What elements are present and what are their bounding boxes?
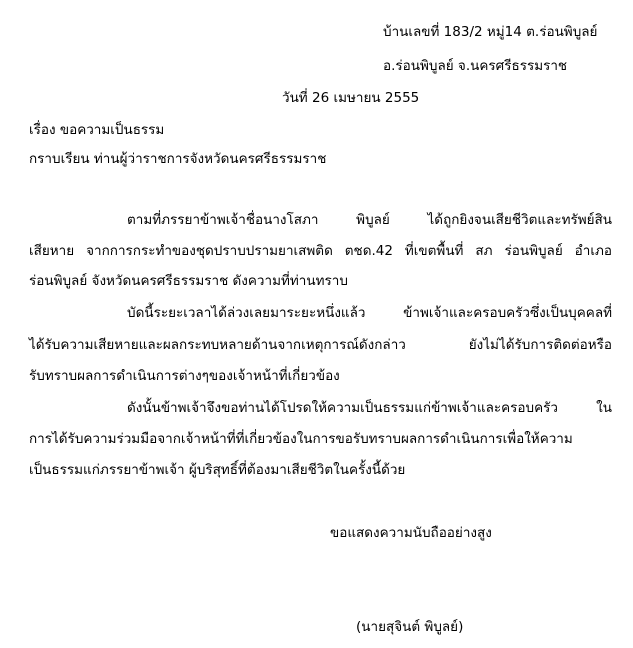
closing-phrase: ขอแสดงความนับถืออย่างสูง — [330, 525, 492, 541]
letter-subject: เรื่อง ขอความเป็นธรรม — [29, 122, 165, 138]
signature-name: (นายสุจินต์ พิบูลย์) — [356, 619, 464, 635]
paragraph-line: เป็นธรรมแก่ภรรยาข้าพเจ้า ผู้บริสุทธิ์ที่ต้องมาเสียชีวิตในครั้งนี้ด้วย — [29, 462, 406, 478]
paragraph-line: ดังนั้นข้าพเจ้าจึงขอท่านได้โปรดให้ความเป็นธรรมแก่ข้าพเจ้าและครอบครัว ใน — [127, 400, 612, 416]
paragraph-line: การได้รับความร่วมมือจากเจ้าหน้าที่ที่เกี่ยวข้องในการขอรับทราบผลการดำเนินการเพื่อให้ความ — [29, 431, 573, 447]
sender-address-line-2: อ.ร่อนพิบูลย์ จ.นครศรีธรรมราช — [383, 58, 568, 74]
letter-salutation: กราบเรียน ท่านผู้ว่าราชการจังหวัดนครศรีธรรมราช — [29, 151, 327, 167]
letter-date: วันที่ 26 เมษายน 2555 — [282, 90, 420, 106]
sender-address-line-1: บ้านเลขที่ 183/2 หมู่14 ต.ร่อนพิบูลย์ — [383, 24, 598, 40]
paragraph-line: ตามที่ภรรยาข้าพเจ้าชื่อนางโสภา พิบูลย์ ได้ถูกยิงจนเสียชีวิตและทรัพย์สิน — [127, 212, 612, 228]
paragraph-line: เสียหาย จากการกระทำของชุดปราบปรามยาเสพติด ตชด.42 ที่เขตพื้นที่ สภ ร่อนพิบูลย์ อำเภอ — [29, 243, 612, 259]
paragraph-line: ร่อนพิบูลย์ จังหวัดนครศรีธรรมราช ดังความที่ท่านทราบ — [29, 273, 348, 289]
paragraph-line: ได้รับความเสียหายและผลกระทบหลายด้านจากเหตุการณ์ดังกล่าว ยังไม่ได้รับการติดต่อหรือ — [29, 337, 612, 353]
paragraph-line: บัดนี้ระยะเวลาได้ล่วงเลยมาระยะหนึ่งแล้ว ข้าพเจ้าและครอบครัวซึ่งเป็นบุคคลที่ — [127, 305, 612, 321]
paragraph-line: รับทราบผลการดำเนินการต่างๆของเจ้าหน้าที่เกี่ยวข้อง — [29, 368, 340, 384]
